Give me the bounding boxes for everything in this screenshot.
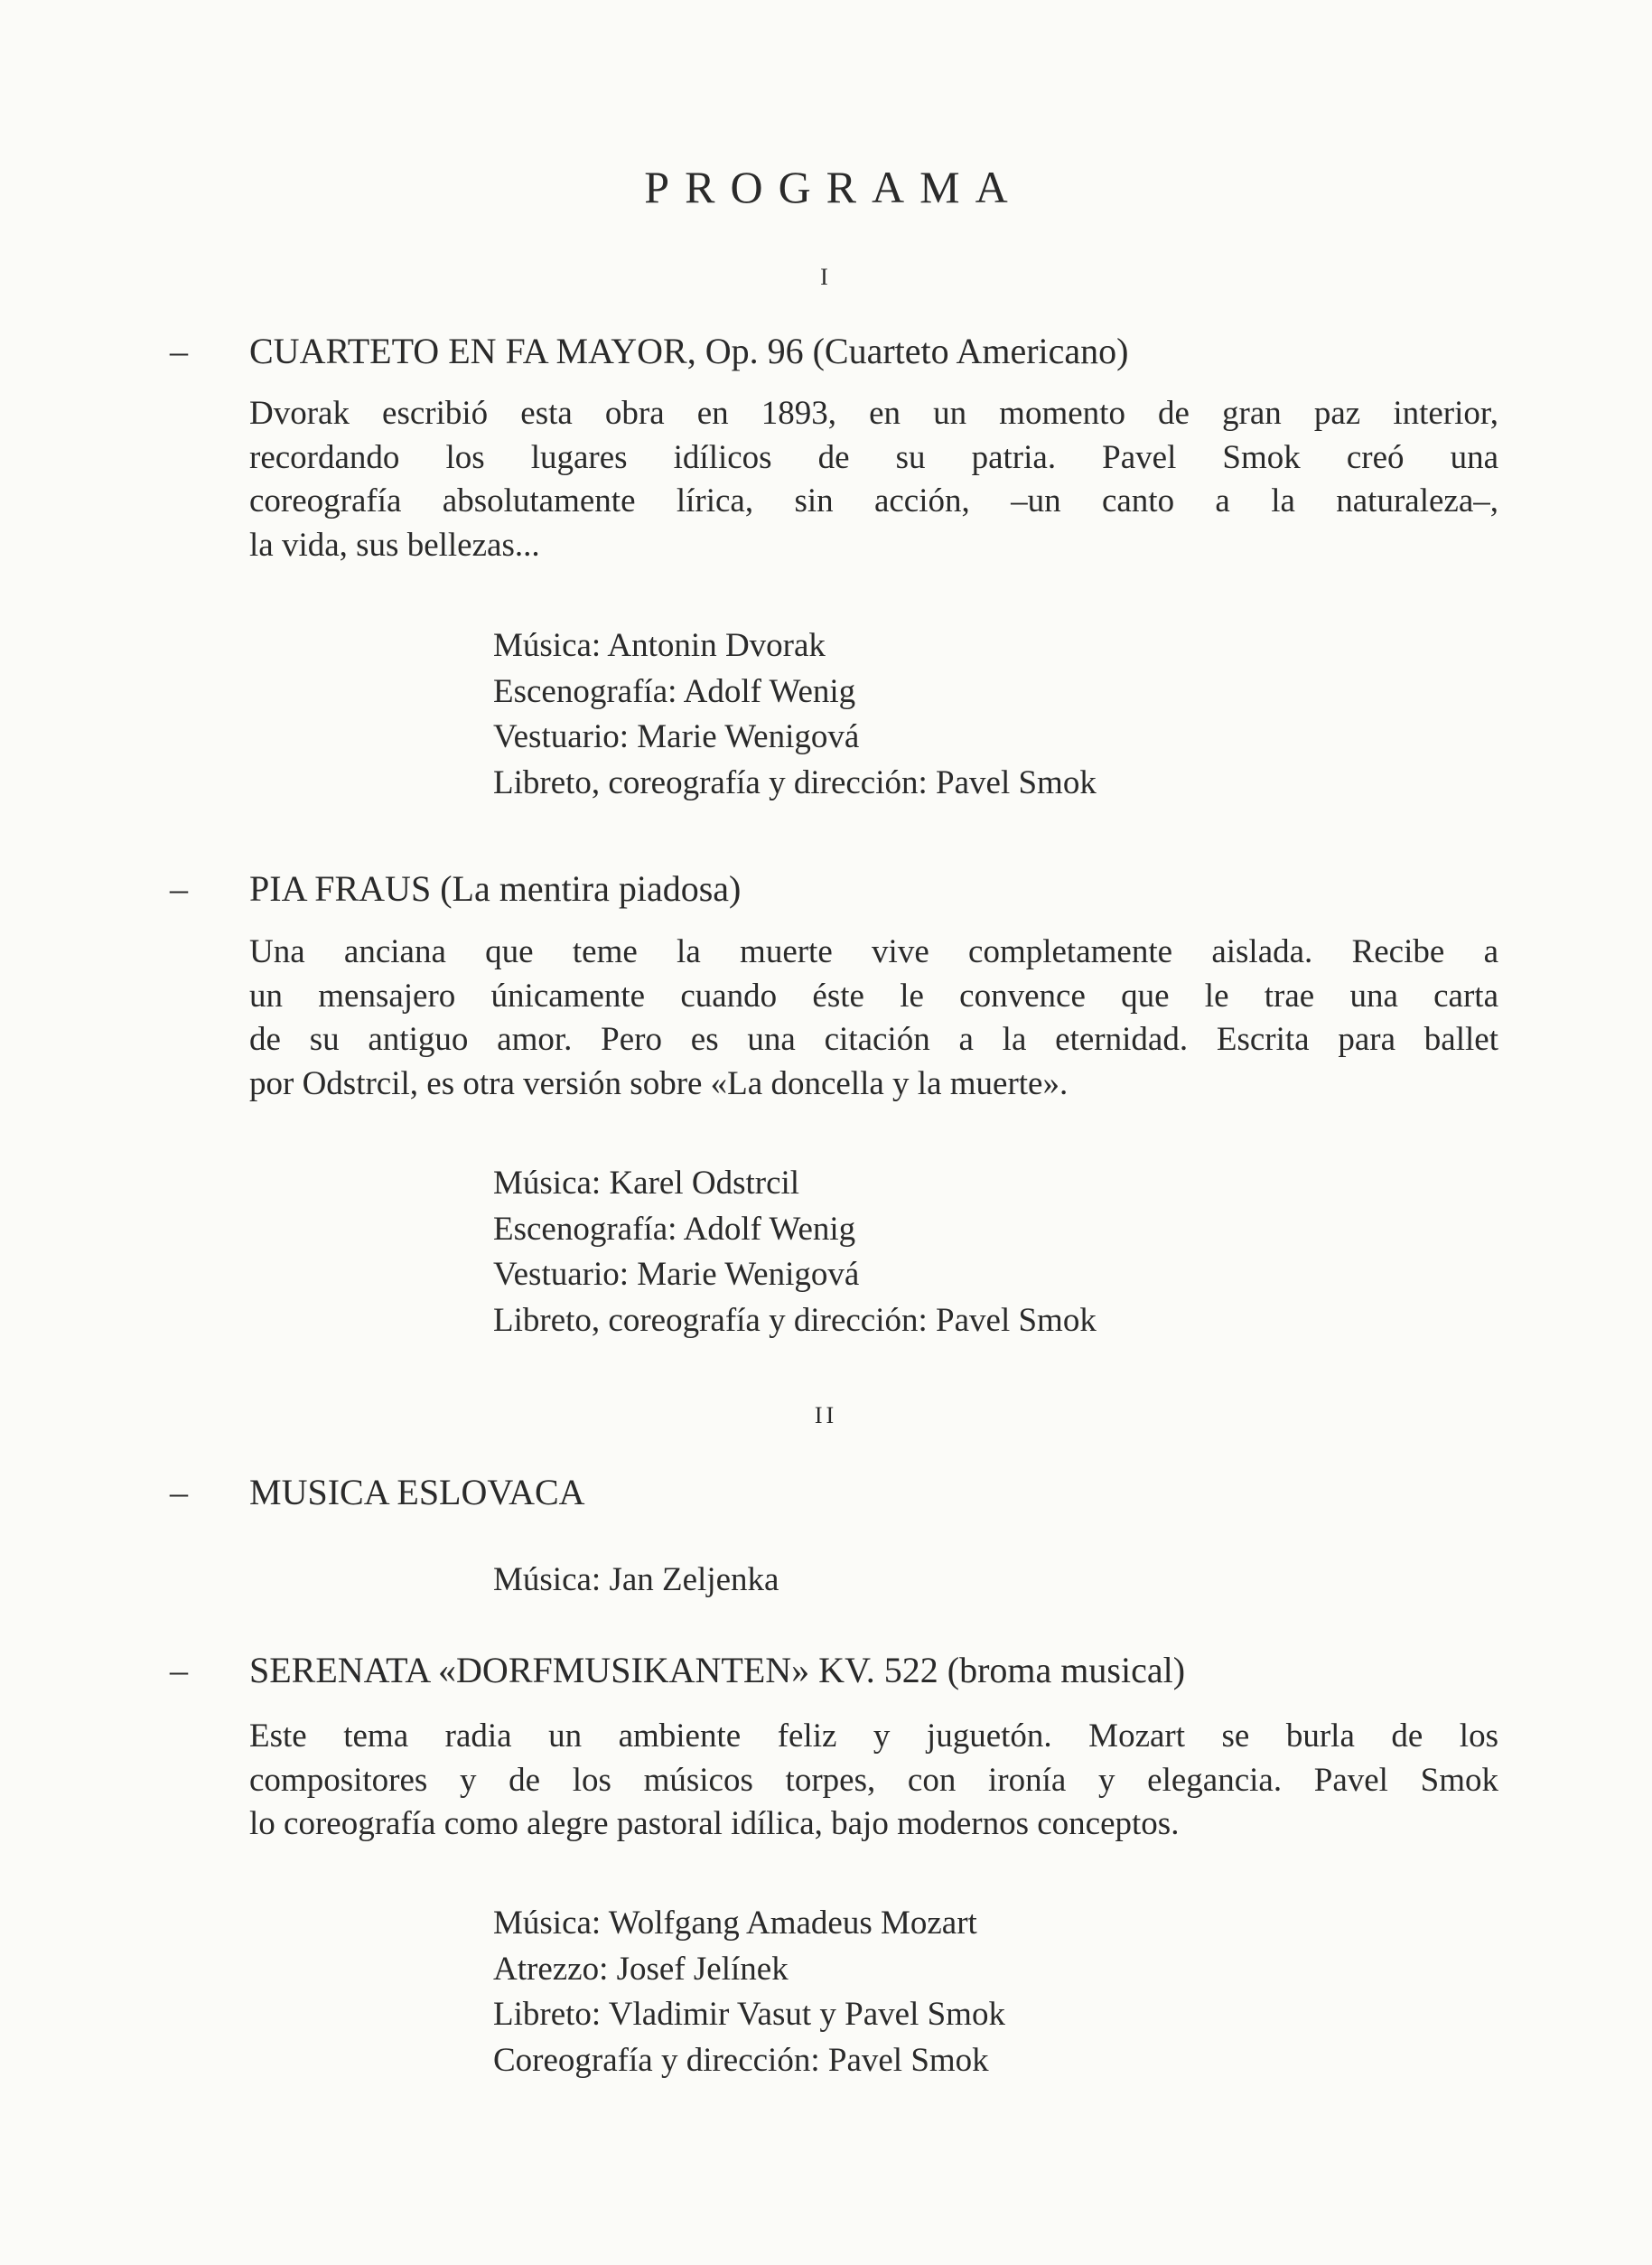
item-dash: – [170, 331, 188, 371]
description-line: la vida, sus bellezas... [249, 526, 540, 564]
description-line: Este tema radia un ambiente feliz y juguetón. Mozart se burla de los [249, 1717, 1498, 1755]
page-title: PROGRAMA [644, 162, 1023, 212]
item-credits-serenata [493, 1901, 1005, 2083]
description-line: un mensajero únicamente cuando éste le convence que le trae una carta [249, 977, 1498, 1015]
item-title: SERENATA «DORFMUSIKANTEN» KV. 522 (broma musical) [249, 1650, 1186, 1690]
item-description-cuarteto [249, 392, 1498, 567]
description-line: de su antiguo amor. Pero es una citación a la eternidad. Escrita para ballet [249, 1021, 1498, 1058]
item-title: CUARTETO EN FA MAYOR, Op. 96 (Cuarteto Americano) [249, 331, 1129, 371]
item-heading-serenata [170, 1649, 1185, 1692]
credit-costumes: Vestuario: Marie Wenigová [493, 1256, 860, 1293]
item-description-pia-fraus [249, 931, 1498, 1106]
credit-scenography: Escenografía: Adolf Wenig [493, 672, 856, 710]
credit-music: Música: Karel Odstrcil [493, 1165, 800, 1202]
item-heading-musica-eslovaca [170, 1471, 585, 1514]
credit-costumes: Vestuario: Marie Wenigová [493, 718, 860, 755]
description-line: Una anciana que teme la muerte vive completamente aislada. Recibe a [249, 933, 1498, 970]
description-line: Dvorak escribió esta obra en 1893, en un momento de gran paz interior, [249, 395, 1498, 432]
item-heading-cuarteto [170, 330, 1128, 373]
part-numeral-1: I [820, 264, 832, 290]
credit-props: Atrezzo: Josef Jelínek [493, 1950, 789, 1988]
item-title: MUSICA ESLOVACA [249, 1472, 585, 1512]
credit-libretto: Libreto: Vladimir Vasut y Pavel Smok [493, 1996, 1005, 2033]
description-line: coreografía absolutamente lírica, sin acción, –un canto a la naturaleza–, [249, 482, 1498, 519]
credit-music: Música: Wolfgang Amadeus Mozart [493, 1905, 977, 1942]
item-heading-pia-fraus [170, 867, 741, 911]
item-title: PIA FRAUS (La mentira piadosa) [249, 868, 742, 909]
item-dash: – [170, 1650, 188, 1690]
credit-scenography: Escenografía: Adolf Wenig [493, 1210, 856, 1248]
credit-music: Música: Antonin Dvorak [493, 627, 826, 664]
item-credits-pia-fraus [493, 1161, 1097, 1343]
part-numeral-2: II [814, 1402, 838, 1428]
credit-choreography: Coreografía y dirección: Pavel Smok [493, 2041, 989, 2079]
item-credits-cuarteto [493, 623, 1097, 806]
description-line: compositores y de los músicos torpes, con ironía y elegancia. Pavel Smok [249, 1761, 1498, 1799]
item-description-serenata [249, 1715, 1498, 1847]
credit-choreography: Libreto, coreografía y dirección: Pavel Smok [493, 763, 1097, 801]
description-line: recordando los lugares idílicos de su patria. Pavel Smok creó una [249, 438, 1498, 476]
description-line: lo coreografía como alegre pastoral idílica, bajo modernos conceptos. [249, 1805, 1180, 1842]
item-credits-musica-eslovaca [493, 1558, 779, 1604]
item-dash: – [170, 868, 188, 909]
credit-music: Música: Jan Zeljenka [493, 1561, 779, 1598]
description-line: por Odstrcil, es otra versión sobre «La doncella y la muerte». [249, 1064, 1069, 1102]
item-dash: – [170, 1472, 188, 1512]
credit-choreography: Libreto, coreografía y dirección: Pavel Smok [493, 1301, 1097, 1339]
